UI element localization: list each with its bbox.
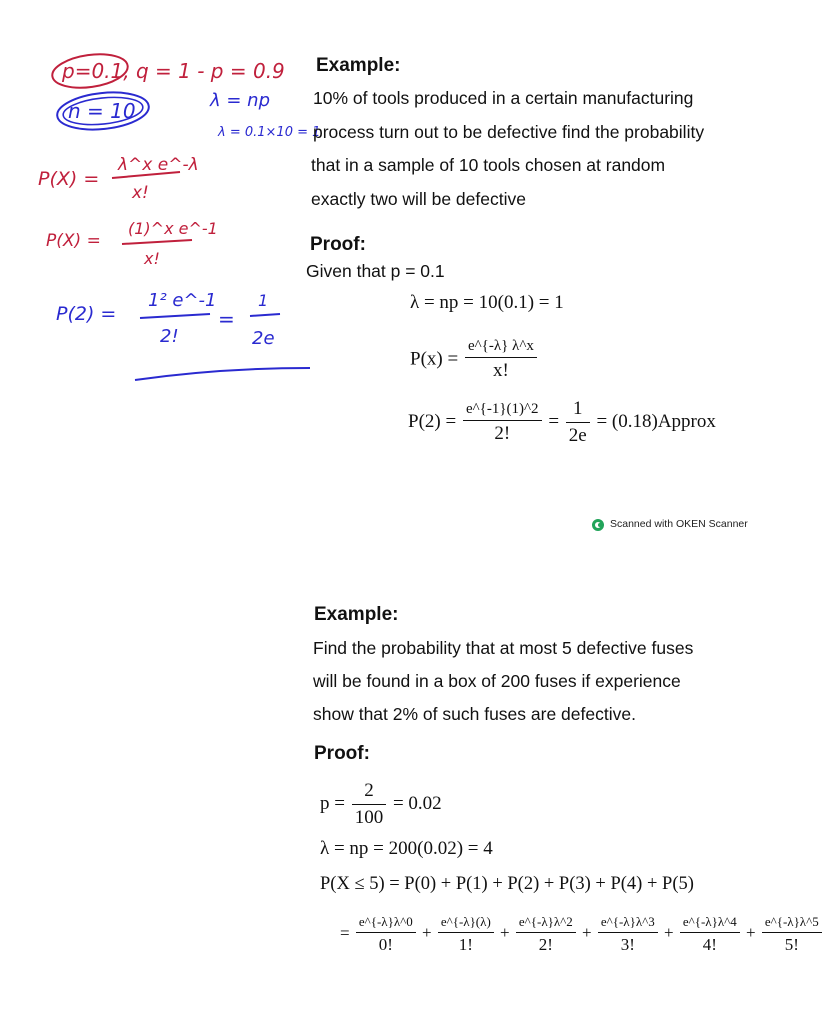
hw-formula3-num: 1² e^-1: [148, 290, 217, 311]
example2-heading: Example:: [314, 604, 399, 625]
hw-formula3-rden: 2e: [252, 328, 275, 349]
lambda-equation-2: λ = np = 200(0.02) = 4: [320, 838, 493, 859]
example1-line-4: exactly two will be defective: [311, 189, 526, 209]
p-lhs: p =: [320, 792, 345, 814]
p2-mid-fraction: [566, 398, 590, 447]
pmf-fraction: [465, 338, 537, 382]
cumulative-equation: P(X ≤ 5) = P(0) + P(1) + P(2) + P(3) + P(4) + P(5): [320, 874, 694, 894]
hw-formula1-lhs: P(X) =: [38, 168, 100, 190]
hw-lambda1: λ = np: [210, 90, 271, 111]
p2-mid-denominator: 2e: [568, 425, 587, 446]
pmf-lhs: P(x) =: [410, 348, 459, 370]
example2-line-3: show that 2% of such fuses are defective.: [313, 704, 636, 724]
sum-term-2: [516, 914, 576, 955]
p2-lhs: P(2) =: [408, 410, 457, 432]
hw-formula1-den: x!: [132, 183, 149, 203]
hw-formula2-num: (1)^x e^-1: [128, 219, 218, 238]
sum-term-4: [680, 914, 740, 955]
pmf-denominator: x!: [492, 360, 509, 381]
sum-term-3: [598, 914, 658, 955]
sum-term-0: [356, 914, 416, 955]
p2-denominator: 2!: [494, 422, 511, 444]
pmf-equation: [410, 338, 539, 382]
sum-term-denominator: 1!: [458, 935, 473, 954]
scanner-watermark: [592, 518, 748, 531]
lambda-equation-1: λ = np = 10(0.1) = 1: [410, 292, 564, 313]
sum-term-numerator: e^{-λ}λ^5: [762, 914, 822, 933]
hw-line2: n = 10: [68, 99, 136, 123]
sum-term-denominator: 0!: [378, 935, 393, 954]
pmf-numerator: e^{-λ} λ^x: [465, 338, 537, 358]
example2-line-2: will be found in a box of 200 fuses if experience: [313, 671, 681, 691]
hw-formula3-rnum: 1: [258, 291, 269, 310]
sum-term-numerator: e^{-λ}λ^2: [516, 914, 576, 933]
sum-term-numerator: e^{-λ}(λ): [438, 914, 494, 933]
plus-sign: +: [495, 923, 514, 943]
sum-term-numerator: e^{-λ}λ^3: [598, 914, 658, 933]
hw-formula3-den: 2!: [160, 326, 179, 347]
p2-rhs: = (0.18)Approx: [596, 410, 716, 432]
handwritten-notes: [0, 0, 320, 400]
hw-formula1-num: λ^x e^-λ: [118, 155, 199, 175]
sum-term-1: [438, 914, 494, 955]
hw-formula3-lhs: P(2) =: [56, 303, 117, 325]
sum-term-denominator: 2!: [538, 935, 553, 954]
p-denominator: 100: [354, 807, 384, 828]
sum-term-denominator: 5!: [784, 935, 799, 954]
p2-mid-numerator: 1: [566, 398, 590, 423]
plus-sign: +: [741, 923, 760, 943]
scanner-text: Scanned with OKEN Scanner: [610, 518, 748, 530]
proof1-heading: Proof:: [310, 234, 366, 255]
example1-line-3: that in a sample of 10 tools chosen at random: [311, 155, 666, 175]
example1-heading: Example:: [316, 55, 401, 76]
hw-formula3-eq: =: [218, 307, 235, 331]
plus-sign: +: [417, 923, 436, 943]
sum-term-denominator: 4!: [702, 935, 717, 954]
plus-sign: +: [659, 923, 678, 943]
p-numerator: 2: [352, 780, 387, 805]
hw-underline: [135, 368, 310, 380]
example1-line-1: 10% of tools produced in a certain manufacturing: [313, 88, 694, 108]
p-rhs: = 0.02: [392, 792, 442, 814]
sum-term-5: [762, 914, 822, 955]
sum-term-numerator: e^{-λ}λ^4: [680, 914, 740, 933]
p-value-equation: [320, 780, 442, 829]
hw-lambda2: λ = 0.1×10 = 1: [218, 125, 321, 140]
p-fraction: [352, 780, 387, 829]
example2-line-1: Find the probability that at most 5 defective fuses: [313, 638, 694, 658]
p2-fraction: [463, 401, 542, 445]
sum-term-numerator: e^{-λ}λ^0: [356, 914, 416, 933]
p2-equation: P(2) = $\frac{e\^{}\{-1\}(1)\^{}2}{2!}$ = $\frac{1}{2e}$ = (0.18)Approx: [408, 398, 716, 446]
example1-line-2: process turn out to be defective find the probability: [313, 122, 705, 142]
oken-scanner-logo-icon: [592, 519, 604, 531]
plus-sign: +: [577, 923, 596, 943]
sum-expansion: = $\frac{e\^{}\{-\lambda\}\lambda\^{}0}{0!}$ + $\frac{e\^{}\{-\lambda\}(\lambda)}{1!}$ + $\frac{e\^{}\{-\lambda\}\lambda\^{}2}{2!}$ + $\frac{e\^{}\{-\lambda\}\lambda\^{}3}{3!}$ + $\frac{e\^{}\{-\lambda\}\lambda\^{}4}{4!}$ + $\frac{e\^{}\{-\lambda\}\lambda\^{}5}{5!}$: [340, 914, 824, 955]
hw-line1: p=0.1, q = 1 - p = 0.9: [62, 59, 285, 83]
hw-formula2-lhs: P(X) =: [46, 231, 101, 251]
proof2-heading: Proof:: [314, 743, 370, 764]
hw-formula2-den: x!: [144, 249, 160, 268]
given-text: Given that p = 0.1: [306, 261, 445, 281]
sum-term-denominator: 3!: [620, 935, 635, 954]
p2-numerator: e^{-1}(1)^2: [463, 401, 542, 421]
